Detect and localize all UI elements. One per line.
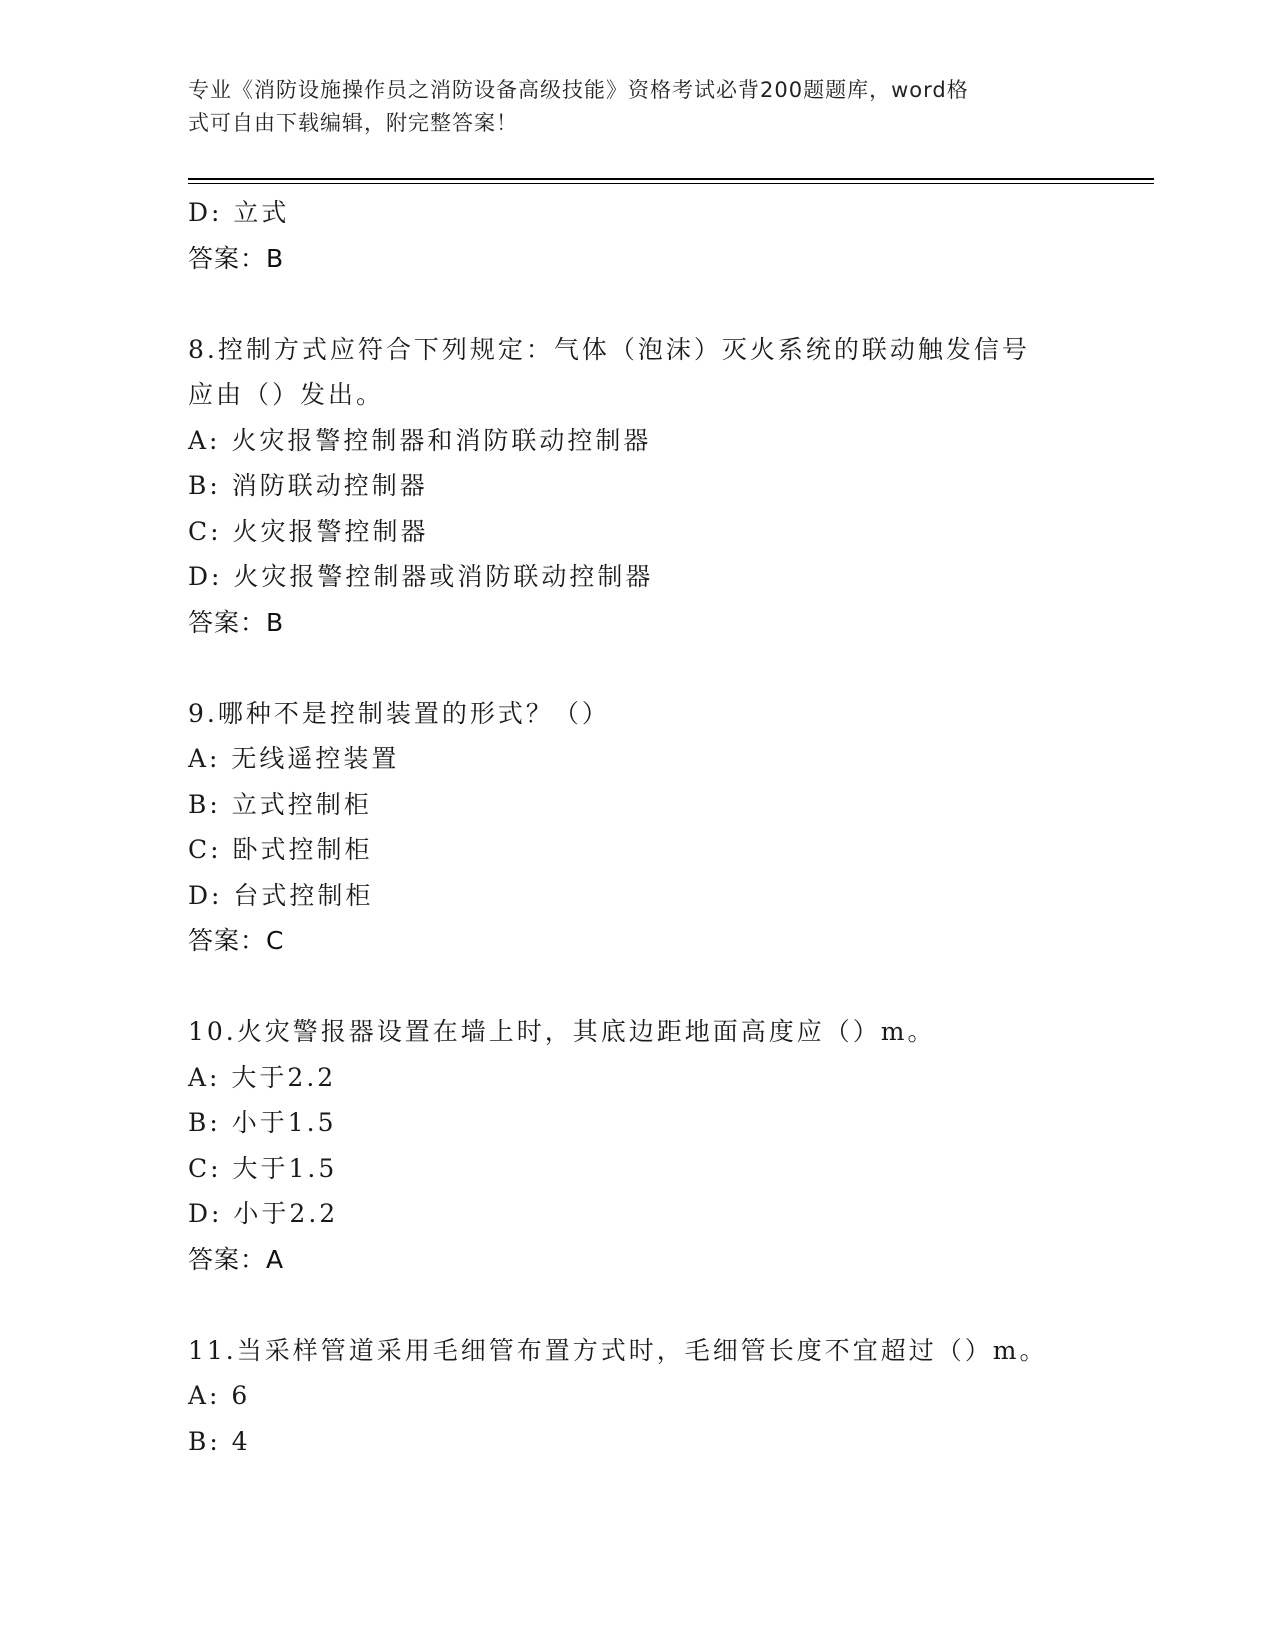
prev-question-option-d: D: 立式 [188,198,290,227]
prev-question-answer: 答案：B [188,243,285,273]
option-d: D: 台式控制柜 [188,880,374,910]
option-d: D: 小于2.2 [188,1199,339,1228]
option-c: C: 卧式控制柜 [188,835,373,864]
option-c: C: 火灾报警控制器 [188,516,429,546]
question-stem: 10.火灾警报器设置在墙上时，其底边距地面高度应（）m。 [188,1017,936,1046]
spacer [188,964,1154,1010]
document-header [188,74,1068,140]
option-a: A: 6 [188,1381,251,1410]
spacer [188,645,1154,691]
question-stem: 8.控制方式应符合下列规定：气体（泡沫）灭火系统的联动触发信号 [188,334,1030,364]
option-b: B: 小于1.5 [188,1108,337,1137]
header-line-1: 专业《消防设施操作员之消防设备高级技能》资格考试必背200题题库，word格 [188,78,969,102]
spacer [188,281,1154,327]
question-9 [188,691,1154,964]
option-a: A: 无线遥控装置 [188,744,400,773]
question-11 [188,1328,1154,1465]
header-line-2: 式可自由下载编辑，附完整答案！ [188,111,518,135]
option-b: B: 4 [188,1426,251,1456]
answer: 答案：C [188,926,285,955]
answer: 答案：B [188,607,285,637]
header-rule-thin [188,183,1154,184]
question-8 [188,327,1154,646]
spacer [188,1282,1154,1328]
question-10 [188,1009,1154,1282]
option-d: D: 火灾报警控制器或消防联动控制器 [188,562,654,591]
answer: 答案：A [188,1244,285,1274]
option-a: A: 大于2.2 [188,1062,337,1092]
question-stem-continued: 应由（）发出。 [188,380,385,409]
option-b: B: 立式控制柜 [188,789,372,819]
option-b: B: 消防联动控制器 [188,471,428,500]
question-stem: 9.哪种不是控制装置的形式？（） [188,698,610,728]
option-a: A: 火灾报警控制器和消防联动控制器 [188,425,652,455]
question-stem: 11.当采样管道采用毛细管布置方式时，毛细管长度不宜超过（）m。 [188,1335,1048,1365]
question-content [188,190,1154,1464]
option-c: C: 大于1.5 [188,1153,338,1183]
header-rule-thick [188,178,1154,180]
